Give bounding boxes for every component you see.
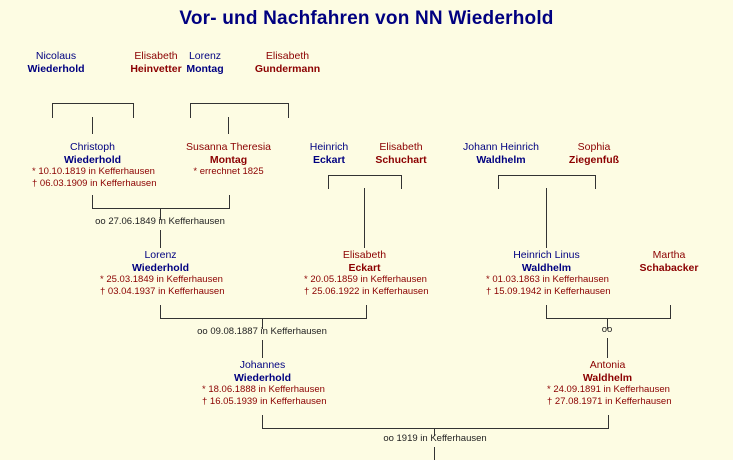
person-birth: * 01.03.1863 in Kefferhausen (486, 274, 609, 285)
person-surname: Waldhelm (521, 261, 572, 274)
person-given-name: Elisabeth (134, 50, 178, 62)
person-given-name: Martha (652, 249, 686, 261)
person-surname: Heinvetter (130, 62, 182, 75)
person-elisabeth-gundermann (230, 50, 345, 75)
person-surname: Montag (186, 62, 224, 75)
person-death: † 06.03.1909 in Kefferhausen (32, 177, 157, 189)
connector-line (546, 188, 547, 248)
person-death: † 03.04.1937 in Kefferhausen (100, 285, 225, 297)
person-given-name: Sophia (577, 141, 611, 153)
person-birth: * 24.09.1891 in Kefferhausen (547, 384, 670, 395)
person-surname: Waldhelm (476, 153, 526, 166)
person-given-name: Antonia (589, 359, 626, 371)
person-given-name: Heinrich (309, 141, 349, 153)
marriage-brace (160, 305, 367, 319)
connector-bracket (52, 103, 134, 118)
person-given-name: Susanna Theresia (185, 141, 272, 153)
person-death: † 25.06.1922 in Kefferhausen (304, 285, 429, 297)
person-surname: Schuchart (375, 153, 427, 166)
person-birth: * errechnet 1825 (193, 166, 264, 177)
marriage-label-4: oo 1919 in Kefferhausen (383, 433, 487, 444)
connector-line (92, 117, 93, 134)
person-death: † 15.09.1942 in Kefferhausen (486, 285, 611, 297)
person-given-name: Johannes (239, 359, 286, 371)
person-surname: Wiederhold (233, 371, 292, 384)
connector-bracket (498, 175, 596, 189)
person-surname: Waldhelm (582, 371, 633, 384)
marriage-label-3: oo (601, 324, 613, 335)
person-given-name: Nicolaus (35, 50, 77, 62)
connector-line (160, 230, 161, 248)
person-elisabeth-schuchart (362, 141, 440, 166)
person-heinrich-eckart (296, 141, 362, 166)
person-given-name: Johann Heinrich (463, 141, 539, 153)
person-surname: Wiederhold (131, 261, 190, 274)
person-surname: Gundermann (254, 62, 321, 75)
person-birth: * 18.06.1888 in Kefferhausen (202, 384, 325, 395)
person-death: † 27.08.1971 in Kefferhausen (547, 395, 672, 407)
connector-bracket (328, 175, 402, 189)
person-given-name: Lorenz (188, 50, 222, 62)
person-birth: * 10.10.1819 in Kefferhausen (32, 166, 155, 177)
person-surname: Montag (209, 153, 248, 166)
person-susanna-theresia-montag (168, 141, 289, 178)
person-antonia-waldhelm (547, 359, 672, 407)
marriage-label-2: oo 09.08.1887 in Kefferhausen (197, 326, 327, 337)
person-johannes-wiederhold (202, 359, 327, 407)
person-lorenz-wiederhold (100, 249, 225, 297)
person-nicolaus-wiederhold (0, 50, 112, 75)
person-surname: Eckart (348, 261, 381, 274)
person-elisabeth-eckart (304, 249, 429, 297)
marriage-brace (262, 415, 609, 429)
marriage-brace (546, 305, 671, 319)
person-surname: Eckart (312, 153, 346, 166)
connector-line (364, 188, 365, 248)
connector-line (262, 340, 263, 358)
person-johann-heinrich-waldhelm (449, 141, 553, 166)
person-surname: Schabacker (639, 261, 699, 274)
connector-line (434, 447, 435, 460)
person-birth: * 25.03.1849 in Kefferhausen (100, 274, 223, 285)
person-given-name: Elisabeth (342, 249, 387, 261)
person-martha-schabacker (613, 249, 725, 274)
connector-bracket (190, 103, 289, 118)
marriage-label-1: oo 27.06.1849 in Kefferhausen (95, 216, 225, 227)
person-sophia-ziegenfuss (553, 141, 635, 166)
page-title: Vor- und Nachfahren von NN Wiederhold (179, 8, 554, 29)
connector-line (607, 338, 608, 358)
person-christoph-wiederhold (32, 141, 157, 189)
person-given-name: Lorenz (144, 249, 177, 261)
person-death: † 16.05.1939 in Kefferhausen (202, 395, 327, 407)
person-birth: * 20.05.1859 in Kefferhausen (304, 274, 427, 285)
person-given-name: Heinrich Linus (513, 249, 580, 261)
person-given-name: Elisabeth (265, 50, 310, 62)
marriage-brace (92, 195, 230, 209)
person-heinrich-linus-waldhelm (486, 249, 611, 297)
person-surname: Wiederhold (63, 153, 122, 166)
person-given-name: Christoph (70, 141, 115, 153)
person-given-name: Elisabeth (379, 141, 423, 153)
person-surname: Ziegenfuß (568, 153, 620, 166)
connector-line (228, 117, 229, 134)
person-surname: Wiederhold (27, 62, 85, 75)
